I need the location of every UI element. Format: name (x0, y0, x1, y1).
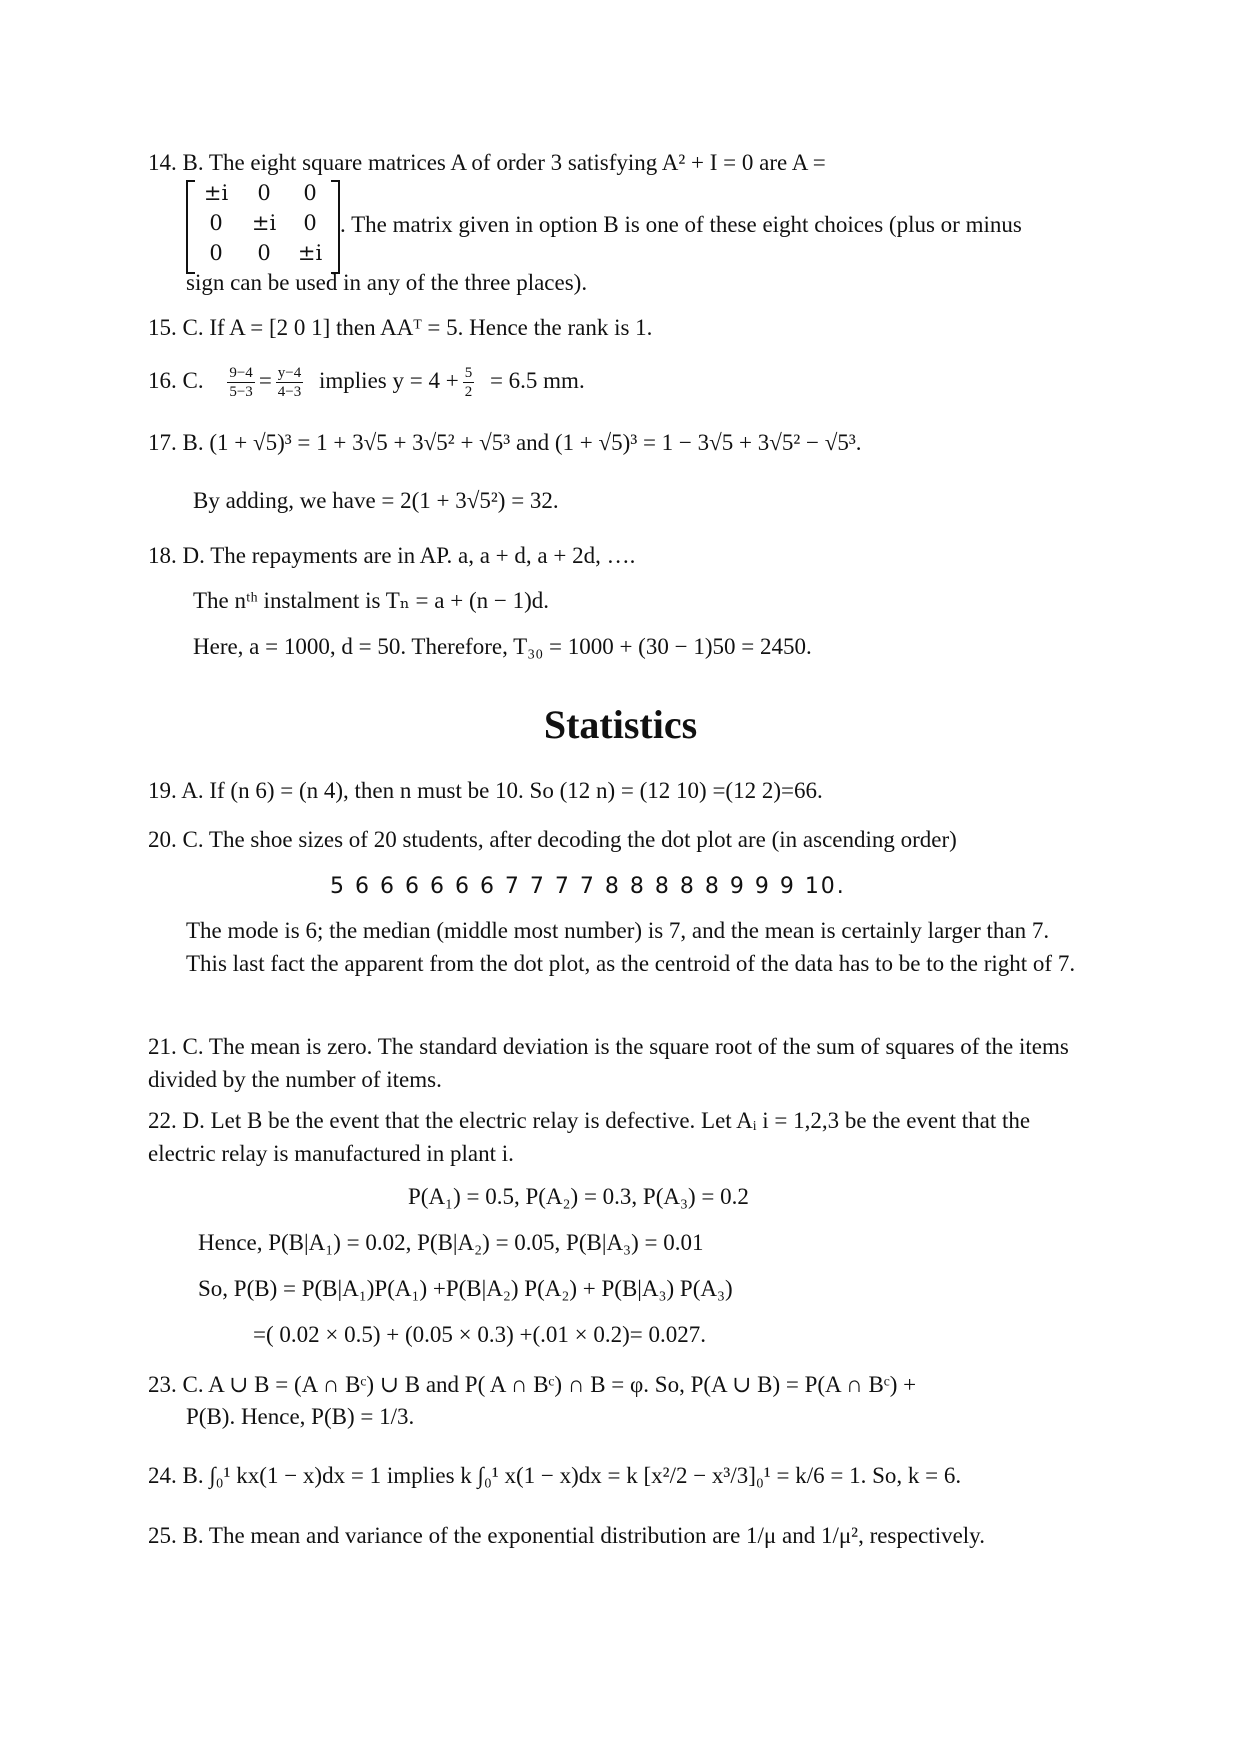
q23-line2: P(B). Hence, P(B) = 1/3. (186, 1404, 415, 1429)
matrix-cell: 0 (257, 241, 271, 265)
q18-line2: The nᵗʰ instalment is Tₙ = a + (n − 1)d. (193, 588, 549, 613)
q24-line: 24. B. ∫₀¹ kx(1 − x)dx = 1 implies k ∫₀¹ x(1 − x)dx = k [x²/2 − x³/3]₀¹ = k/6 = 1. So, k = 6. (148, 1463, 962, 1488)
q16-label: 16. C. (148, 367, 204, 393)
q22-para: 22. D. Let B be the event that the electric relay is defective. Let Aᵢ i = 1,2,3 be the event that the electric relay is manufactured in plant i. (148, 1108, 1031, 1166)
q22-line3: So, P(B) = P(B|A₁)P(A₁) +P(B|A₂) P(A₂) + P(B|A₃) P(A₃) (198, 1276, 733, 1301)
matrix-cell: 0 (303, 211, 317, 235)
denominator: 2 (464, 384, 473, 400)
matrix-cell: 0 (257, 181, 271, 205)
matrix-cell: 0 (209, 241, 223, 265)
q22-line2: Hence, P(B|A₁) = 0.02, P(B|A₂) = 0.05, P(B|A₃) = 0.01 (198, 1230, 704, 1255)
q16-line: 16. C. $\frac{9-4}{5-3}$ = $\frac{y-4}{4-3}$ implies y = 4 + $\frac{5}{2}$ = 6.5 mm. (148, 365, 585, 400)
matrix-cell: ±i (297, 241, 323, 265)
fraction (276, 364, 303, 401)
numerator: 5 (464, 365, 473, 381)
q23-line1: 23. C. A ∪ B = (A ∩ Bᶜ) ∪ B and P( A ∩ Bᶜ) ∩ B = φ. So, P(A ∪ B) = P(A ∩ Bᶜ) + (148, 1372, 917, 1397)
q14-line2: . The matrix given in option B is one of these eight choices (plus or minus (340, 212, 1022, 237)
q20-para: The mode is 6; the median (middle most number) is 7, and the mean is certainly larger than 7. This last fact the apparent from the dot plot, as the centroid of the data has to be to the right of 7. (186, 918, 1076, 976)
q14-line3: sign can be used in any of the three places). (186, 270, 588, 295)
matrix-cell: 0 (209, 211, 223, 235)
matrix-cell: ±i (203, 181, 229, 205)
q14-matrix (186, 180, 340, 272)
matrix-cell: ±i (251, 211, 277, 235)
q25-line: 25. B. The mean and variance of the exponential distribution are 1/μ and 1/μ², respectively. (148, 1523, 985, 1548)
matrix-cell: 0 (303, 181, 317, 205)
q15-line: 15. C. If A = [2 0 1] then AAᵀ = 5. Hence the rank is 1. (148, 315, 653, 340)
q14-line1: 14. B. The eight square matrices A of order 3 satisfying A² + I = 0 are A = (148, 150, 826, 175)
fraction (463, 364, 475, 401)
section-heading: Statistics (543, 702, 698, 747)
q20-data: 5 6 6 6 6 6 6 7 7 7 7 8 8 8 8 8 9 9 9 10. (330, 874, 846, 899)
q22-line1: P(A₁) = 0.5, P(A₂) = 0.3, P(A₃) = 0.2 (408, 1184, 749, 1209)
q17-line2: By adding, we have = 2(1 + 3√5²) = 32. (193, 488, 559, 513)
q20-line1: 20. C. The shoe sizes of 20 students, after decoding the dot plot are (in ascending order) (148, 827, 957, 852)
q21-para: 21. C. The mean is zero. The standard deviation is the square root of the sum of squares of the items divided by the number of items. (148, 1034, 1069, 1092)
q22-line4: =( 0.02 × 0.5) + (0.05 × 0.3) +(.01 × 0.2)= 0.027. (253, 1322, 707, 1347)
q17-line1: 17. B. (1 + √5)³ = 1 + 3√5 + 3√5² + √5³ and (1 + √5)³ = 1 − 3√5 + 3√5² − √5³. (148, 430, 862, 455)
q18-line3: Here, a = 1000, d = 50. Therefore, T₃₀ = 1000 + (30 − 1)50 = 2450. (193, 634, 812, 659)
q19-line: 19. A. If (n 6) = (n 4), then n must be 10. So (12 n) = (12 10) =(12 2)=66. (148, 778, 823, 803)
fraction (227, 364, 254, 401)
numerator: 9−4 (229, 365, 253, 381)
q16-end: = 6.5 mm. (489, 367, 585, 393)
numerator: y−4 (277, 365, 302, 381)
q16-mid: implies y = 4 + (319, 367, 459, 393)
q18-line1: 18. D. The repayments are in AP. a, a + d, a + 2d, …. (148, 543, 636, 568)
denominator: 5−3 (229, 384, 253, 400)
denominator: 4−3 (277, 384, 302, 400)
